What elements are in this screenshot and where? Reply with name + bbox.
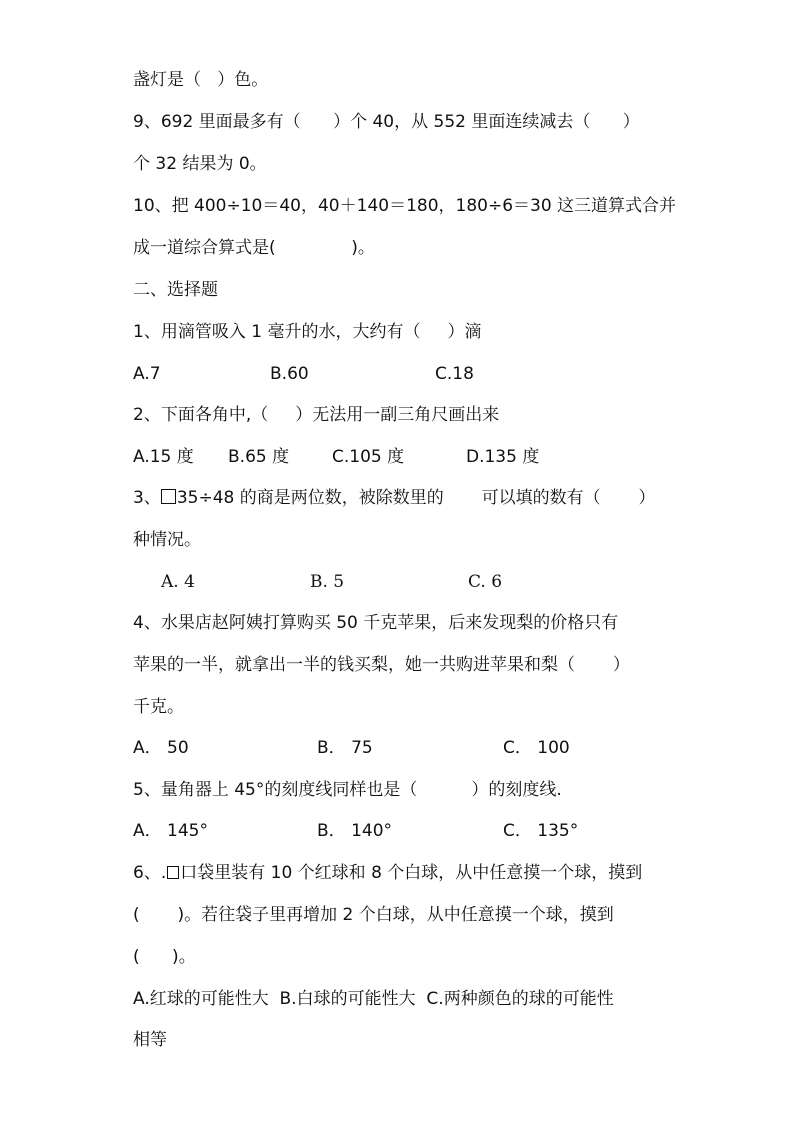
section-heading-choice: 二、选择题 <box>133 280 218 300</box>
mc-q4-text-2: 苹果的一半，就拿出一半的钱买梨，她一共购进苹果和梨（ ） <box>133 655 630 675</box>
q9-line-2: 个 32 结果为 0。 <box>133 154 267 174</box>
mc-q3-number: 3、 <box>133 488 161 508</box>
q9-line-1: 9、692 里面最多有（ ）个 40，从 552 里面连续减去（ ） <box>133 112 640 132</box>
mc-q2-text: 2、下面各角中,（ ）无法用一副三角尺画出来 <box>133 405 500 425</box>
mc-q2-option-c: C.105 度 <box>332 447 405 467</box>
blank-box-icon <box>161 489 176 504</box>
q8-tail-line: 盏灯是（ ）色。 <box>133 70 269 90</box>
mc-q6-text-1 <box>133 862 642 884</box>
mc-q5-option-a: A． 145° <box>133 821 208 841</box>
mc-q2-option-a: A.15 度 <box>133 447 194 467</box>
mc-q3-option-b: B. 5 <box>310 572 345 592</box>
mc-q6-text-2: ( )。若往袋子里再增加 2 个白球，从中任意摸一个球，摸到 <box>133 905 614 925</box>
mc-q5-text: 5、量角器上 45°的刻度线同样也是（ ）的刻度线. <box>133 780 562 800</box>
mc-q1-option-b: B.60 <box>270 364 309 384</box>
mc-q3-option-a: A. 4 <box>161 572 195 592</box>
mc-q6-number: 6、. <box>133 863 167 883</box>
mc-q4-option-a: A． 50 <box>133 738 189 758</box>
mc-q6-options-cont: 相等 <box>133 1030 167 1050</box>
mc-q6-text-3: ( )。 <box>133 947 196 967</box>
mc-q1-text: 1、用滴管吸入 1 毫升的水，大约有（ ）滴 <box>133 322 482 342</box>
mc-q4-option-c: C． 100 <box>503 738 570 758</box>
blank-box-icon <box>167 866 179 879</box>
mc-q2-option-b: B.65 度 <box>228 447 290 467</box>
mc-q3-option-c: C. 6 <box>468 572 503 592</box>
q10-line-2: 成一道综合算式是( )。 <box>133 238 375 258</box>
mc-q6-options: A.红球的可能性大 B.白球的可能性大 C.两种颜色的球的可能性 <box>133 989 614 1009</box>
mc-q1-option-a: A.7 <box>133 364 161 384</box>
mc-q2-option-d: D.135 度 <box>466 447 540 467</box>
mc-q5-option-b: B． 140° <box>317 821 393 841</box>
q10-line-1: 10、把 400÷10＝40，40＋140＝180，180÷6＝30 这三道算式合并 <box>133 196 677 216</box>
mc-q3-text-body: 35÷48 的商是两位数，被除数里的 可以填的数有（ ） <box>176 488 656 508</box>
mc-q4-text-3: 千克。 <box>133 697 184 717</box>
mc-q6-text-body: 口袋里装有 10 个红球和 8 个白球，从中任意摸一个球，摸到 <box>180 863 643 883</box>
mc-q4-option-b: B． 75 <box>317 738 373 758</box>
mc-q1-option-c: C.18 <box>435 364 474 384</box>
mc-q5-option-c: C． 135° <box>503 821 579 841</box>
mc-q3-text-2: 种情况。 <box>133 530 201 550</box>
mc-q3-text <box>133 487 655 509</box>
mc-q4-text-1: 4、水果店赵阿姨打算购买 50 千克苹果，后来发现梨的价格只有 <box>133 613 619 633</box>
